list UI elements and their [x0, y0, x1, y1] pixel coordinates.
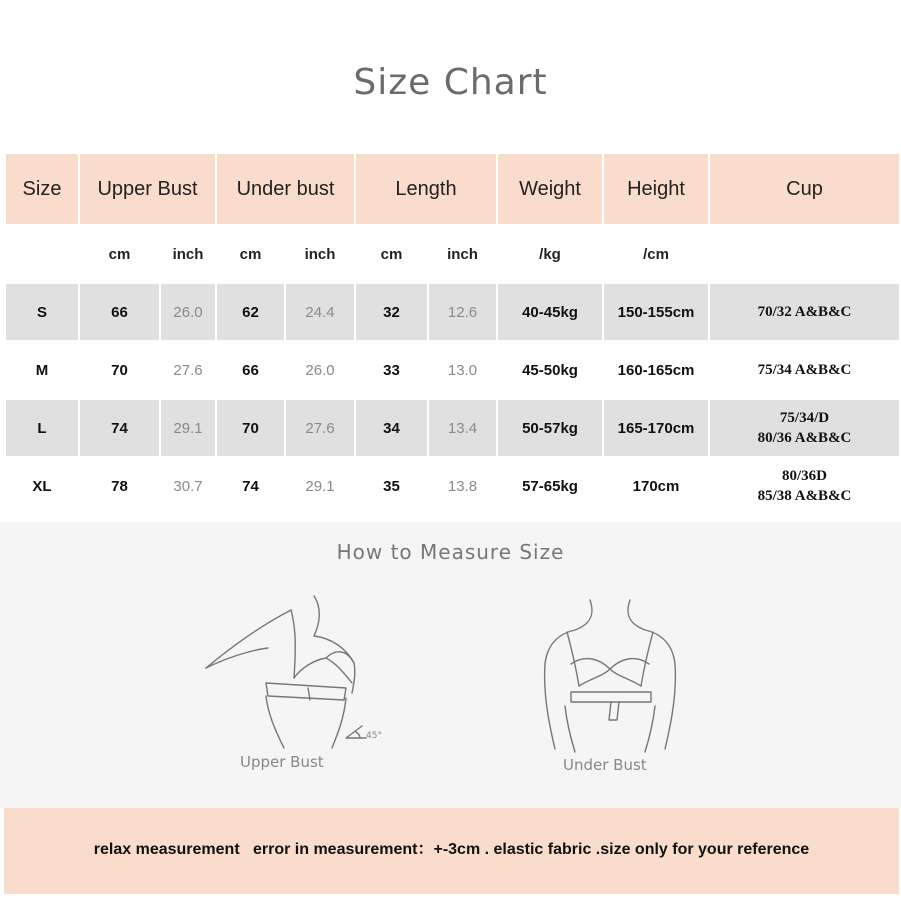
under-bust-illustration [535, 594, 685, 754]
cup-line: 85/38 A&B&C [757, 488, 852, 504]
cell-length-inch: 13.8 [428, 457, 497, 515]
header-height: Height [603, 153, 709, 225]
cell-upper-inch: 30.7 [160, 457, 216, 515]
page-title: Size Chart [353, 62, 548, 103]
cell-under-inch: 29.1 [285, 457, 355, 515]
cup-line: 75/34/D [779, 410, 830, 426]
header-upper-bust: Upper Bust [79, 153, 216, 225]
table-row [5, 283, 900, 341]
header-weight: Weight [497, 153, 603, 225]
cell-height: 160-165cm [603, 341, 709, 399]
cell-height: 170cm [603, 457, 709, 515]
unit-cell: inch [285, 225, 355, 283]
cell-length-inch: 13.0 [428, 341, 497, 399]
cell-under-inch: 26.0 [285, 341, 355, 399]
unit-cell: cm [216, 225, 285, 283]
cup-line: 75/34 A&B&C [757, 362, 852, 378]
cell-cup [709, 457, 900, 515]
upper-bust-label: Upper Bust [240, 753, 324, 771]
table-row [5, 457, 900, 515]
cell-upper-cm: 78 [79, 457, 160, 515]
cell-upper-inch: 29.1 [160, 399, 216, 457]
cup-line: 80/36D [782, 468, 828, 484]
unit-cell: inch [160, 225, 216, 283]
unit-cell: cm [79, 225, 160, 283]
cell-length-cm: 32 [355, 283, 428, 341]
cell-upper-inch: 27.6 [160, 341, 216, 399]
unit-cell: inch [428, 225, 497, 283]
cell-upper-cm: 70 [79, 341, 160, 399]
cell-size: L [5, 399, 79, 457]
header-row [5, 153, 900, 225]
cell-under-inch: 24.4 [285, 283, 355, 341]
cell-length-cm: 34 [355, 399, 428, 457]
cell-upper-cm: 66 [79, 283, 160, 341]
cell-upper-inch: 26.0 [160, 283, 216, 341]
cell-cup [709, 399, 900, 457]
cell-length-cm: 35 [355, 457, 428, 515]
cell-length-inch: 12.6 [428, 283, 497, 341]
cell-under-cm: 74 [216, 457, 285, 515]
cup-line: 70/32 A&B&C [757, 304, 852, 320]
angle-label: 45° [366, 731, 382, 741]
header-cup: Cup [709, 153, 900, 225]
header-under-bust: Under bust [216, 153, 355, 225]
table-row [5, 341, 900, 399]
cell-length-inch: 13.4 [428, 399, 497, 457]
cell-upper-cm: 74 [79, 399, 160, 457]
cell-under-cm: 70 [216, 399, 285, 457]
under-bust-label: Under Bust [563, 756, 647, 774]
header-size: Size [5, 153, 79, 225]
measurement-note: relax measurement error in measurement：+-3cm . elastic fabric .size only for your reference [93, 841, 810, 858]
cell-cup [709, 283, 900, 341]
measurement-note-banner [4, 808, 899, 894]
units-row [5, 225, 900, 283]
cup-line: 80/36 A&B&C [757, 430, 852, 446]
unit-cell [709, 225, 900, 283]
unit-cell: cm [355, 225, 428, 283]
measure-title: How to Measure Size [336, 540, 565, 564]
cell-under-cm: 62 [216, 283, 285, 341]
header-length: Length [355, 153, 497, 225]
cell-cup [709, 341, 900, 399]
cell-height: 150-155cm [603, 283, 709, 341]
cell-length-cm: 33 [355, 341, 428, 399]
cell-weight: 45-50kg [497, 341, 603, 399]
cell-weight: 57-65kg [497, 457, 603, 515]
cell-under-cm: 66 [216, 341, 285, 399]
cell-size: XL [5, 457, 79, 515]
measure-guide [0, 522, 901, 808]
table-row [5, 399, 900, 457]
cell-under-inch: 27.6 [285, 399, 355, 457]
cell-size: S [5, 283, 79, 341]
size-table [4, 152, 899, 522]
cell-height: 165-170cm [603, 399, 709, 457]
unit-cell [5, 225, 79, 283]
cell-size: M [5, 341, 79, 399]
cell-weight: 40-45kg [497, 283, 603, 341]
cell-weight: 50-57kg [497, 399, 603, 457]
unit-cell: /kg [497, 225, 603, 283]
unit-cell: /cm [603, 225, 709, 283]
